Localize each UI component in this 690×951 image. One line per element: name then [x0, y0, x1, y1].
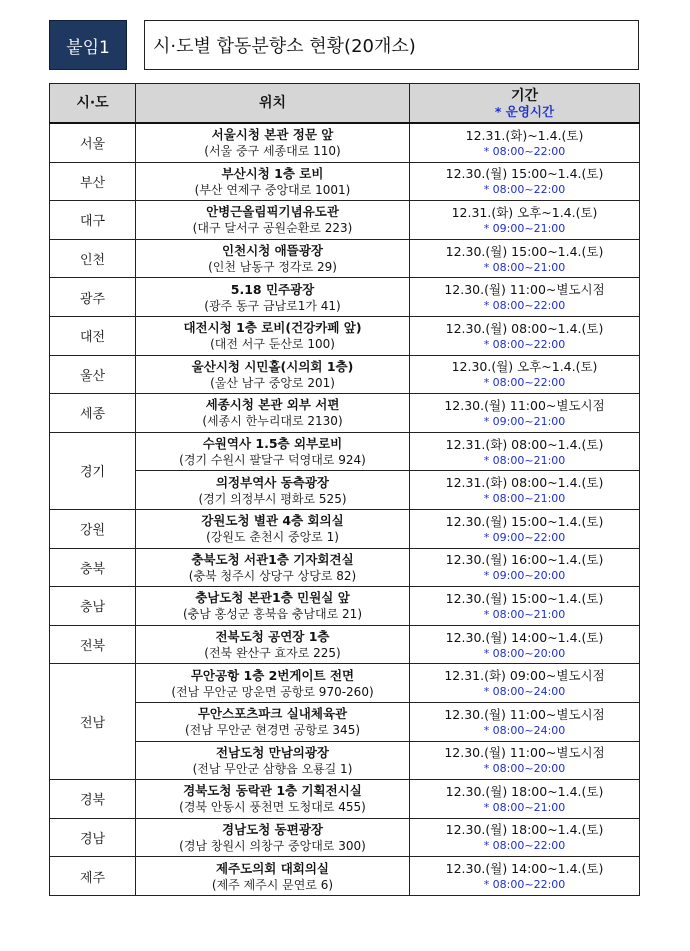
table-header-row [50, 84, 640, 124]
location-cell [136, 394, 410, 433]
location-address: (울산 남구 중앙로 201) [210, 375, 335, 390]
location-cell [136, 278, 410, 317]
location-cell [136, 509, 410, 548]
table-row [50, 316, 640, 355]
region-cell: 서울 [50, 123, 136, 162]
operating-hours: * 08:00~21:00 [483, 453, 566, 467]
region-cell: 전북 [50, 625, 136, 664]
period-text: 12.30.(월) 15:00~1.4.(토) [445, 243, 604, 259]
location-address: (충남 홍성군 홍북읍 충남대로 21) [183, 607, 362, 622]
location-cell [136, 123, 410, 162]
period-cell [410, 123, 640, 162]
table-row [50, 394, 640, 433]
region-cell: 충북 [50, 548, 136, 587]
period-cell [410, 587, 640, 626]
period-cell [410, 278, 640, 317]
period-text: 12.30.(월) 16:00~1.4.(토) [445, 552, 604, 568]
location-name: 서울시청 본관 정문 앞 [211, 127, 334, 143]
period-cell [410, 857, 640, 896]
location-address: (서울 중구 세종대로 110) [204, 144, 341, 159]
period-text: 12.30.(월) 오후~1.4.(토) [451, 359, 598, 375]
period-text: 12.30.(월) 08:00~1.4.(토) [445, 320, 604, 336]
location-address: (전북 완산구 효자로 225) [204, 646, 341, 661]
region-cell: 경남 [50, 818, 136, 857]
location-cell [136, 587, 410, 626]
location-name: 전남도청 만남의광장 [215, 744, 330, 760]
operating-hours: * 09:00~22:00 [483, 530, 566, 544]
period-text: 12.31.(화) 09:00~별도시점 [444, 668, 605, 684]
period-cell [410, 239, 640, 278]
col-header-region: 시·도 [50, 84, 136, 124]
table-row [50, 587, 640, 626]
attachment-tag: 붙임1 [49, 20, 127, 70]
location-name: 충남도청 본관1층 민원실 앞 [195, 590, 350, 606]
location-cell [136, 162, 410, 201]
location-cell [136, 625, 410, 664]
table-body [50, 123, 640, 895]
table-row [50, 471, 640, 510]
operating-hours: * 08:00~22:00 [483, 299, 566, 313]
location-cell [136, 780, 410, 819]
operating-hours: * 08:00~22:00 [483, 878, 566, 892]
operating-hours: * 08:00~21:00 [483, 607, 566, 621]
location-address: (전남 무안군 망운면 공항로 970-260) [171, 684, 374, 699]
table-row [50, 780, 640, 819]
location-cell [136, 432, 410, 471]
period-text: 12.30.(월) 11:00~별도시점 [444, 397, 605, 413]
location-name: 안병근올림픽기념유도관 [206, 204, 339, 220]
location-address: (대구 달서구 공원순환로 223) [192, 221, 353, 236]
table-row [50, 548, 640, 587]
location-cell [136, 239, 410, 278]
period-cell [410, 548, 640, 587]
period-text: 12.30.(월) 11:00~별도시점 [444, 282, 605, 298]
table-row [50, 355, 640, 394]
location-name: 경남도청 동편광장 [222, 821, 323, 837]
period-text: 12.30.(월) 15:00~1.4.(토) [445, 513, 604, 529]
location-name: 충북도청 서관1층 기자회견실 [191, 551, 354, 567]
table-row [50, 432, 640, 471]
period-cell [410, 355, 640, 394]
location-cell [136, 471, 410, 510]
location-name: 무안공항 1층 2번게이트 전면 [190, 667, 355, 683]
period-text: 12.30.(월) 11:00~별도시점 [444, 706, 605, 722]
location-address: (경기 의정부시 평화로 525) [198, 491, 347, 506]
operating-hours: * 08:00~22:00 [483, 839, 566, 853]
period-text: 12.30.(월) 14:00~1.4.(토) [445, 629, 604, 645]
period-text: 12.30.(월) 15:00~1.4.(토) [445, 590, 604, 606]
location-cell [136, 818, 410, 857]
table-row [50, 239, 640, 278]
location-address: (제주 제주시 문연로 6) [211, 877, 334, 892]
location-cell [136, 664, 410, 703]
table-row [50, 702, 640, 741]
page-title: 시·도별 합동분향소 현황(20개소) [144, 20, 639, 70]
location-address: (광주 동구 금남로1가 41) [204, 298, 341, 313]
location-cell [136, 355, 410, 394]
col-header-location: 위치 [136, 84, 410, 124]
period-cell [410, 741, 640, 780]
operating-hours: * 08:00~22:00 [483, 376, 566, 390]
period-cell [410, 664, 640, 703]
location-name: 울산시청 시민홀(시의회 1층) [191, 358, 354, 374]
operating-hours: * 08:00~20:00 [483, 646, 566, 660]
operating-hours: * 09:00~21:00 [483, 414, 566, 428]
region-cell: 전남 [50, 664, 136, 780]
table-row [50, 664, 640, 703]
location-name: 제주도의회 대회의실 [215, 860, 330, 876]
location-cell [136, 741, 410, 780]
operating-hours: * 08:00~22:00 [483, 337, 566, 351]
location-address: (전남 무안군 삼향읍 오룡길 1) [192, 761, 353, 776]
region-cell: 대전 [50, 316, 136, 355]
location-name: 대전시청 1층 로비(건강카페 앞) [183, 320, 362, 336]
table-row [50, 201, 640, 240]
operating-hours: * 08:00~21:00 [483, 492, 566, 506]
location-address: (강원도 춘천시 중앙로 1) [206, 530, 339, 545]
col-header-period-label: 기간 [510, 87, 539, 104]
table-row [50, 123, 640, 162]
period-cell [410, 780, 640, 819]
operating-hours: * 08:00~22:00 [483, 144, 566, 158]
location-name: 의정부역사 동측광장 [215, 474, 330, 490]
operating-hours: * 08:00~24:00 [483, 685, 566, 699]
operating-hours: * 08:00~21:00 [483, 800, 566, 814]
period-cell [410, 509, 640, 548]
table-row [50, 625, 640, 664]
table-row [50, 162, 640, 201]
period-cell [410, 316, 640, 355]
location-address: (경남 창원시 의창구 중앙대로 300) [179, 838, 366, 853]
period-cell [410, 818, 640, 857]
period-text: 12.31.(화) 08:00~1.4.(토) [445, 475, 604, 491]
region-cell: 광주 [50, 278, 136, 317]
location-address: (세종시 한누리대로 2130) [202, 414, 343, 429]
period-cell [410, 471, 640, 510]
location-cell [136, 201, 410, 240]
table-row [50, 278, 640, 317]
period-text: 12.31.(화)~1.4.(토) [465, 127, 584, 143]
operating-hours: * 09:00~20:00 [483, 569, 566, 583]
location-address: (대전 서구 둔산로 100) [210, 337, 335, 352]
location-cell [136, 857, 410, 896]
document-header [49, 20, 639, 70]
location-name: 무안스포츠파크 실내체육관 [197, 706, 348, 722]
location-address: (경북 안동시 풍천면 도청대로 455) [179, 800, 366, 815]
operating-hours: * 08:00~21:00 [483, 260, 566, 274]
period-cell [410, 394, 640, 433]
period-cell [410, 625, 640, 664]
region-cell: 충남 [50, 587, 136, 626]
location-name: 세종시청 본관 외부 서편 [205, 397, 340, 413]
region-cell: 경기 [50, 432, 136, 509]
region-cell: 경북 [50, 780, 136, 819]
table-row [50, 509, 640, 548]
location-address: (전남 무안군 현경면 공항로 345) [184, 723, 361, 738]
location-address: (부산 연제구 중앙대로 1001) [194, 182, 351, 197]
memorial-table [49, 83, 640, 896]
location-cell [136, 316, 410, 355]
table-row [50, 741, 640, 780]
location-name: 수원역사 1.5층 외부로비 [202, 436, 343, 452]
region-cell: 강원 [50, 509, 136, 548]
period-cell [410, 201, 640, 240]
operating-hours: * 09:00~21:00 [483, 221, 566, 235]
location-name: 부산시청 1층 로비 [221, 165, 324, 181]
location-name: 전북도청 공연장 1층 [215, 629, 330, 645]
region-cell: 울산 [50, 355, 136, 394]
location-cell [136, 548, 410, 587]
region-cell: 제주 [50, 857, 136, 896]
operating-hours: * 08:00~20:00 [483, 762, 566, 776]
location-address: (충북 청주시 상당구 상당로 82) [188, 568, 357, 583]
period-cell [410, 162, 640, 201]
location-name: 강원도청 별관 4층 회의실 [201, 513, 344, 529]
table-row [50, 857, 640, 896]
location-address: (인천 남동구 정각로 29) [208, 260, 337, 275]
period-cell [410, 702, 640, 741]
region-cell: 대구 [50, 201, 136, 240]
period-text: 12.31.(화) 08:00~1.4.(토) [445, 436, 604, 452]
period-text: 12.30.(월) 18:00~1.4.(토) [445, 783, 604, 799]
location-name: 5.18 민주광장 [230, 281, 315, 297]
region-cell: 세종 [50, 394, 136, 433]
col-header-period [410, 84, 640, 124]
location-name: 경북도청 동락관 1층 기획전시실 [183, 783, 362, 799]
operating-hours: * 08:00~24:00 [483, 723, 566, 737]
operating-hours: * 08:00~22:00 [483, 183, 566, 197]
location-name: 인천시청 애뜰광장 [222, 243, 323, 259]
region-cell: 인천 [50, 239, 136, 278]
location-cell [136, 702, 410, 741]
period-text: 12.31.(화) 오후~1.4.(토) [451, 204, 598, 220]
location-address: (경기 수원시 팔달구 덕영대로 924) [179, 453, 366, 468]
region-cell: 부산 [50, 162, 136, 201]
table-row [50, 818, 640, 857]
col-header-hours-label: * 운영시간 [494, 103, 555, 119]
period-cell [410, 432, 640, 471]
period-text: 12.30.(월) 11:00~별도시점 [444, 745, 605, 761]
period-text: 12.30.(월) 15:00~1.4.(토) [445, 166, 604, 182]
period-text: 12.30.(월) 14:00~1.4.(토) [445, 861, 604, 877]
period-text: 12.30.(월) 18:00~1.4.(토) [445, 822, 604, 838]
